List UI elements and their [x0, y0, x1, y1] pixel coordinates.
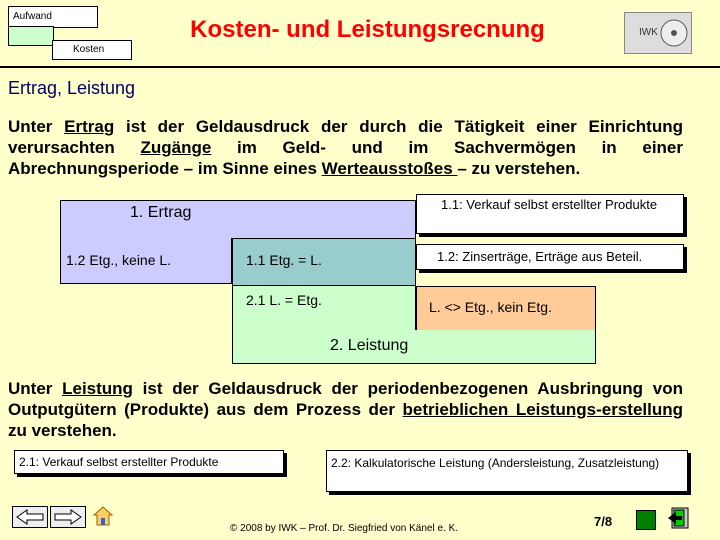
exit-button[interactable]: [666, 506, 692, 530]
callout-verkauf: 1.1: Verkauf selbst erstellter Produkte: [416, 194, 684, 234]
forward-button[interactable]: [50, 506, 86, 528]
leistung-label: 2. Leistung: [330, 337, 409, 354]
logo-top-label: Aufwand: [13, 11, 52, 22]
ertrag-region: [60, 200, 416, 238]
copyright: © 2008 by IWK – Prof. Dr. Siegfried von Känel e. K.: [230, 523, 459, 534]
green-square-button[interactable]: [636, 510, 656, 530]
exit-door-icon: [666, 506, 692, 530]
etg-keine-l-label: 1.2 Etg., keine L.: [66, 252, 172, 268]
callout-l-ne-etg: L. <> Etg., kein Etg.: [416, 286, 596, 330]
arrow-right-icon: [51, 507, 85, 527]
logo-bottom-label: Kosten: [73, 44, 105, 55]
l-eq-etg-label: 2.1 L. = Etg.: [246, 292, 322, 308]
ertrag-label: 1. Ertrag: [130, 204, 192, 221]
logo-left-box: [8, 26, 54, 46]
box-verkauf-produkte: 2.1: Verkauf selbst erstellter Produkte: [14, 450, 284, 474]
leistung-definition: Unter Leistung ist der Geldausdruck der periodenbezogenen Ausbringung von Outputgütern (Produkte) aus dem Prozess der betrieblichen Leistungs-erstellung zu verstehen.: [8, 379, 684, 440]
logo-bottom-box: [52, 40, 132, 60]
section-title: Ertrag, Leistung: [8, 78, 136, 98]
etg-eq-l-label: 1.1 Etg. = L.: [246, 252, 322, 268]
page-title: Kosten- und Leistungsrecnung: [190, 16, 545, 43]
home-icon: [92, 505, 114, 527]
callout-zinsertraege: 1.2: Zinserträge, Erträge aus Beteil.: [416, 244, 684, 270]
back-button[interactable]: [12, 506, 48, 528]
arrow-left-icon: [13, 507, 47, 527]
box-kalkulatorische-leistung: 2.2: Kalkulatorische Leistung (Andersleistung, Zusatzleistung): [326, 450, 688, 492]
page-number: 7/8: [594, 514, 613, 529]
leistung-region-lower: [232, 330, 596, 364]
home-button[interactable]: [92, 505, 114, 527]
ertrag-definition: Unter Ertrag ist der Geldausdruck der durch die Tätigkeit einer Einrichtung verursachten Zugänge im Geld- und im Sachvermögen in einer Abrechnungsperiode – im Sinne eines Werteausstoßes – zu verstehen.: [8, 117, 684, 178]
header-divider: [0, 66, 720, 68]
iwk-logo-text: IWK: [639, 27, 658, 38]
iwk-logo: [624, 12, 692, 54]
logo-top-box: [8, 6, 98, 28]
disc-icon: [659, 18, 689, 48]
